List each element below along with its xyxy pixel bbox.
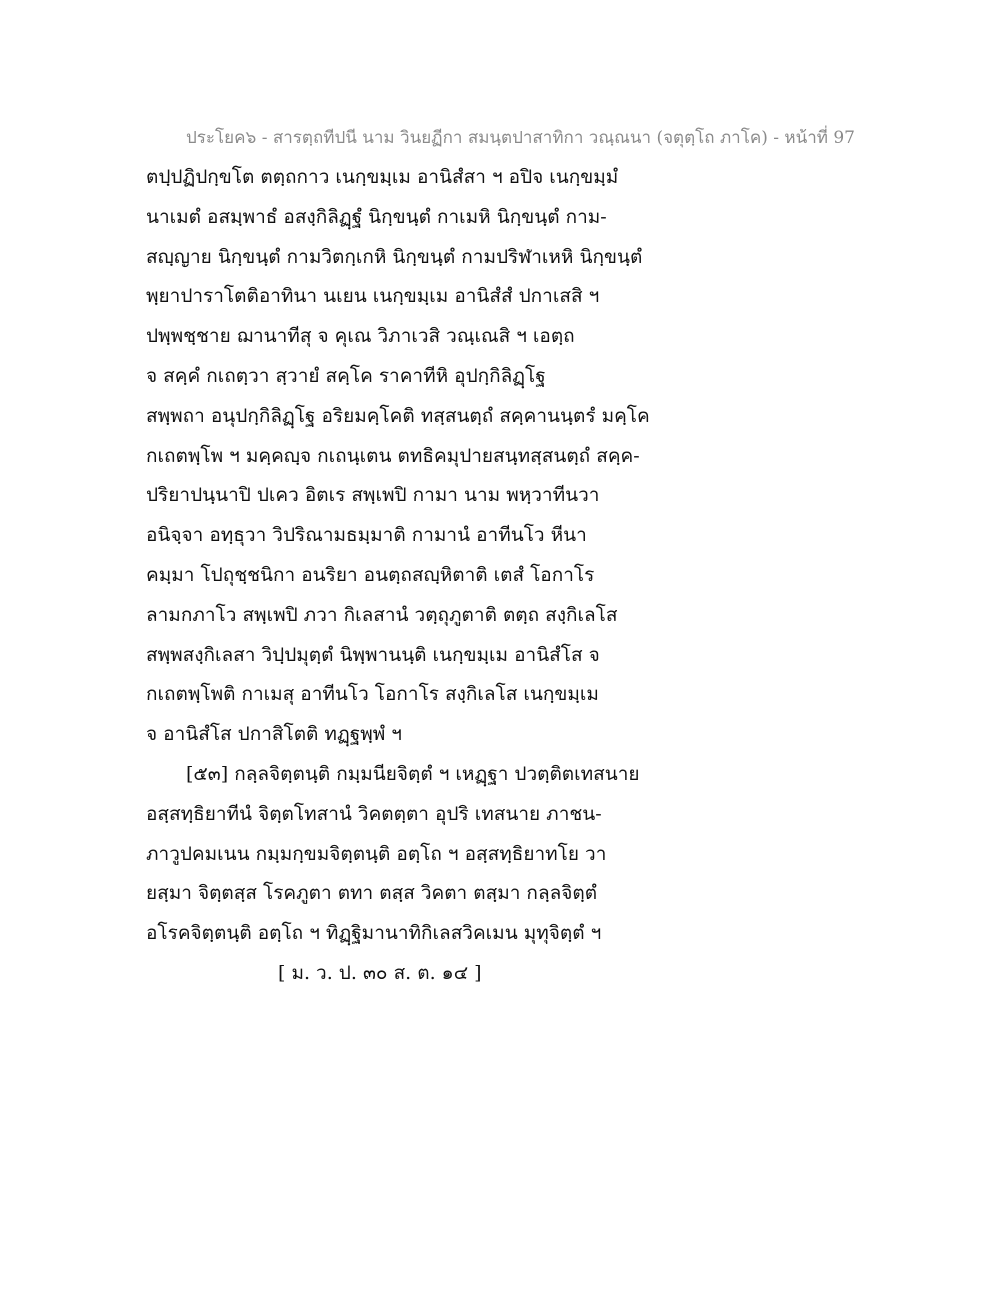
text-line: นาเมตํ อสมฺพาธํ อสงฺกิลิฏฺฐํ นิกฺขนฺตํ กาเมหิ นิกฺขนฺตํ กาม- [146,205,607,228]
text-line: จ อานิสํโส ปกาสิโตติ ทฏฺฐพฺพํ ฯ [146,723,402,746]
text-line: สญฺญาย นิกฺขนฺตํ กามวิตกฺเกหิ นิกฺขนฺตํ กามปริฬาเหหิ นิกฺขนฺตํ [146,245,643,268]
text-line: กเถตพฺโพติ กาเมสุ อาทีนโว โอกาโร สงฺกิเลโส เนกฺขมฺเม [146,683,599,706]
body-text [146,158,866,994]
reference-note: [ ม. ว. ป. ๓๐ ส. ต. ๑๔ ] [278,961,482,984]
text-line: ปพฺพชฺชาย ฌานาทีสุ จ คุเณ วิภาเวสิ วณฺเณสิ ฯ เอตฺถ [146,325,575,348]
text-line: อนิจฺจา อทฺธุวา วิปริณามธมฺมาติ กามานํ อาทีนโว หีนา [146,524,587,547]
paragraph-1 [146,158,866,755]
text-line: อโรคจิตฺตนฺติ อตฺโถ ฯ ทิฏฺฐิมานาทิกิเลสวิคเมน มุทุจิตฺตํ ฯ [146,922,602,945]
text-line: คมฺมา โปถุชฺชนิกา อนริยา อนตฺถสญฺหิตาติ เตสํ โอกาโร [146,563,595,586]
text-line: สพฺพถา อนุปกฺกิลิฏฺโฐ อริยมคฺโคติ ทสฺสนตฺถํ สคฺคานนฺตรํ มคฺโค [146,404,650,427]
text-line: กเถตพฺโพ ฯ มคฺคญฺจ กเถนฺเตน ตทธิคมุปายสนฺทสฺสนตฺถํ สคฺค- [146,444,640,467]
text-line: สพฺพสงฺกิเลสา วิปฺปมุตฺตํ นิพฺพานนฺติ เนกฺขมฺเม อานิสํโส จ [146,643,600,666]
paragraph-2 [146,755,866,954]
text-line: ยสฺมา จิตฺตสฺส โรคภูตา ตทา ตสฺส วิคตา ตสฺมา กลฺลจิตฺตํ [146,882,598,905]
page-header: ประโยค๖ - สารตฺถทีปนี นาม วินยฏีกา สมนฺตปาสาทิกา วณฺณนา (จตุตฺโถ ภาโค) - หน้าที่ 97 [186,128,855,148]
text-line: ภาวูปคมเนน กมฺมกฺขมจิตฺตนฺติ อตฺโถ ฯ อสฺสทฺธิยาทโย วา [146,842,607,865]
text-line: ตปฺปฏิปกฺขโต ตตฺถกาว เนกฺขมฺเม อานิสํสา ฯ อปิจ เนกฺขมฺมํ [146,166,619,188]
text-line: ลามกภาโว สพฺเพปิ ภวา กิเลสานํ วตฺถุภูตาติ ตตฺถ สงฺกิเลโส [146,603,618,626]
text-line: พฺยาปาราโตติอาทินา นเยน เนกฺขมฺเม อานิสํสํ ปกาเสสิ ฯ [146,285,600,308]
text-line: ปริยาปนฺนาปิ ปเคว อิตเร สพฺเพปิ กามา นาม พหฺวาทีนวา [146,484,600,507]
text-line: อสฺสทฺธิยาทีนํ จิตฺตโทสานํ วิคตตฺตา อุปริ เทสนาย ภาชน- [146,802,602,825]
text-line: จ สคฺคํ กเถตฺวา สฺวายํ สคฺโค ราคาทีหิ อุปกฺกิลิฏฺโฐ [146,364,546,387]
text-line: [๕๓] กลฺลจิตฺตนฺติ กมฺมนียจิตฺตํ ฯ เหฏฺฐา ปวตฺติตเทสนาย [186,762,640,785]
